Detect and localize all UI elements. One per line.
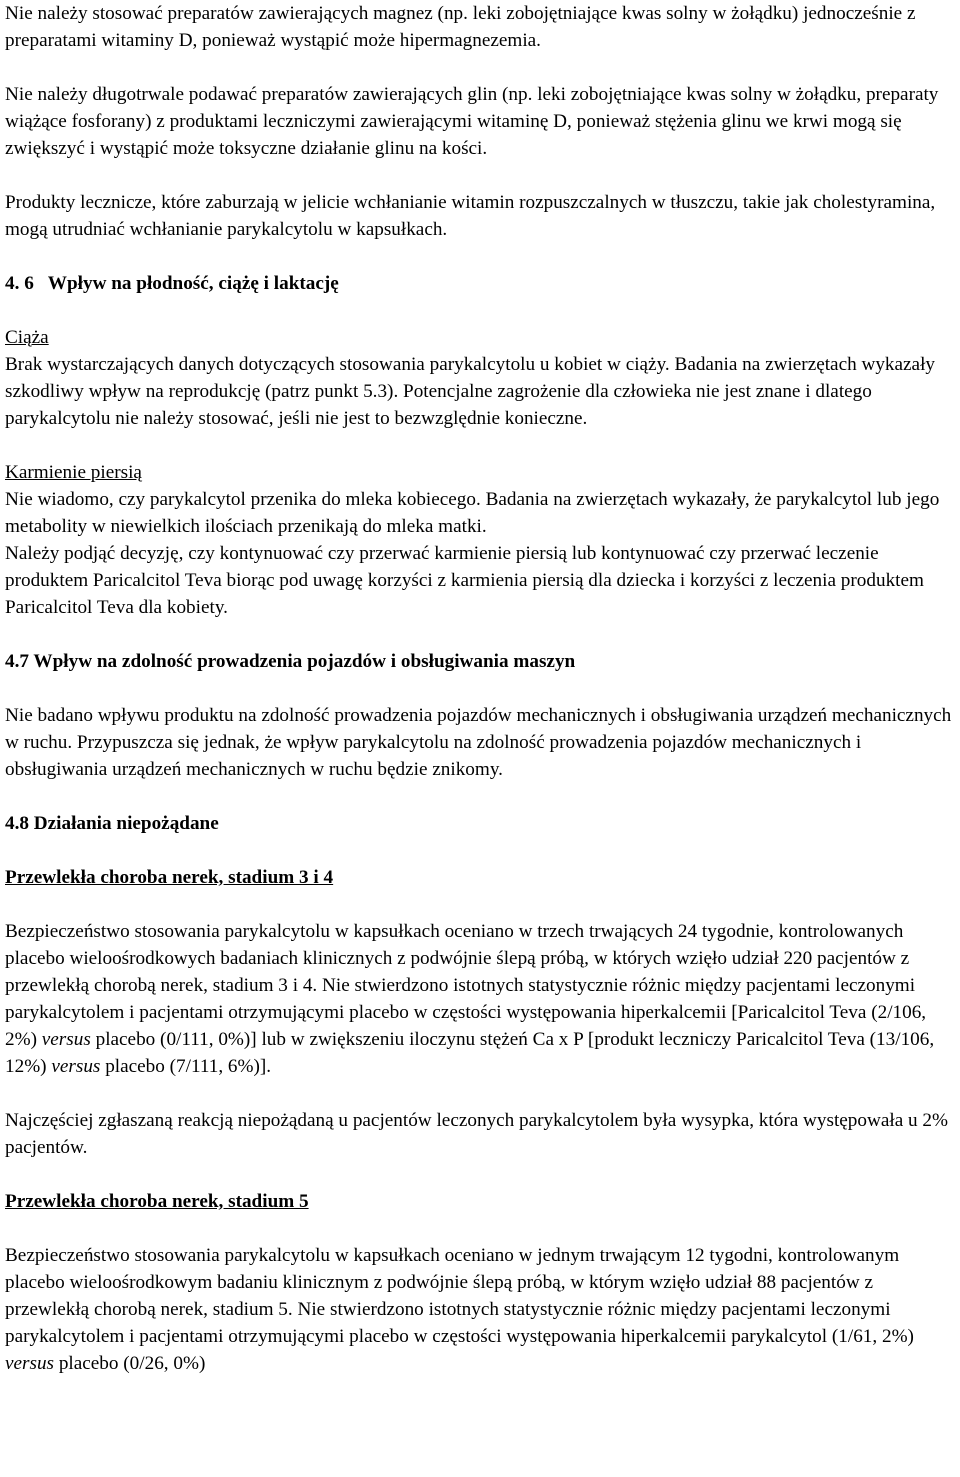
section-4-6-heading [5,270,955,297]
breastfeeding-text-1: Nie wiadomo, czy parykalcytol przenika do mleka kobiecego. Badania na zwierzętach wykazały, że parykalcytol lub jego metabolity w niewielkich ilościach przenikają do mleka matki. [5,489,940,537]
ckd-5-subheading: Przewlekła choroba nerek, stadium 5 [5,1191,309,1212]
document-page [5,0,955,1377]
versus-italic: versus [41,1029,91,1050]
pregnancy-subheading: Ciąża [5,327,49,348]
pregnancy-text: Brak wystarczających danych dotyczących stosowania parykalcytolu u kobiet w ciąży. Badania na zwierzętach wykazały szkodliwy wpływ na reprodukcję (patrz punkt 5.3). Potencjalne zagrożenie dla człowieka nie jest znane i dlatego parykalcytolu nie należy stosować, jeśli nie jest to bezwzględnie konieczne. [5,354,936,429]
ckd-5-text-a: Bezpieczeństwo stosowania parykalcytolu w kapsułkach oceniano w jednym trwającym 12 tygodni, kontrolowanym placebo wieloośrodkowym badaniu klinicznym z podwójnie ślepą próbą, w którym wzięło udział 88 pacjentów z przewlekłą chorobą nerek, stadium 5. Nie stwierdzono istotnych statystycznie różnic między pacjentami leczonymi parykalcytolem i pacjentami otrzymującymi placebo w częstości występowania hiperkalcemii parykalcytol (1/61, 2%) [5,1245,914,1347]
ckd-5-text [5,1242,955,1377]
versus-italic: versus [5,1353,55,1374]
section-4-6-number: 4. 6 [5,273,34,294]
ckd-3-4-text-a: Bezpieczeństwo stosowania parykalcytolu w kapsułkach oceniano w trzech trwających 24 tygodnie, kontrolowanych placebo wieloośrodkowych badaniach klinicznych z podwójnie ślepą próbą, w których wzięło udział 220 pacjentów z przewlekłą chorobą nerek, stadium 3 i 4. Nie stwierdzono istotnych statystycznie różnic między pacjentami leczonymi parykalcytolem i pacjentami otrzymującymi placebo w częstości występowania hiperkalcemii [Paricalcitol Teva (2/106, 2%) [5,921,927,1050]
versus-italic: versus [51,1056,101,1077]
ckd-3-4-text-b: placebo (0/111, 0%)] lub w zwiększeniu iloczynu stężeń Ca x P [produkt leczniczy Paricalcitol Teva (13/106, 12%) [5,1029,935,1077]
paragraph-fat-soluble-vitamins: Produkty lecznicze, które zaburzają w jelicie wchłanianie witamin rozpuszczalnych w tłuszczu, takie jak cholestyramina, mogą utrudniać wchłanianie parykalcytolu w kapsułkach. [5,192,936,240]
section-4-8-heading: 4.8 Działania niepożądane [5,813,219,834]
breastfeeding-text-2: Należy podjąć decyzję, czy kontynuować czy przerwać karmienie piersią lub kontynuować czy przerwać leczenie produktem Paricalcitol Teva biorąc pod uwagę korzyści z karmienia piersią dla dziecka i korzyści z leczenia produktem Paricalcitol Teva dla kobiety. [5,543,924,618]
section-4-7-text: Nie badano wpływu produktu na zdolność prowadzenia pojazdów mechanicznych i obsługiwania urządzeń mechanicznych w ruchu. Przypuszcza się jednak, że wpływ parykalcytolu na zdolność prowadzenia pojazdów mechanicznych i obsługiwania urządzeń mechanicznych w ruchu będzie znikomy. [5,705,952,780]
section-4-6-title: Wpływ na płodność, ciążę i laktację [47,273,339,294]
ckd-5-text-b: placebo (0/26, 0%) [58,1353,206,1374]
paragraph-aluminium: Nie należy długotrwale podawać preparatów zawierających glin (np. leki zobojętniające kwas solny w żołądku, preparaty wiążące fosforany) z produktami leczniczymi zawierającymi witaminę D, ponieważ stężenia glinu we krwi mogą się zwiększyć i wystąpić może toksyczne działanie glinu na kości. [5,84,939,159]
ckd-3-4-text-2: Najczęściej zgłaszaną reakcją niepożądaną u pacjentów leczonych parykalcytolem była wysypka, która występowała u 2% pacjentów. [5,1110,948,1158]
ckd-3-4-text [5,918,955,1080]
ckd-3-4-text-c: placebo (7/111, 6%)]. [105,1056,272,1077]
section-4-7-heading: 4.7 Wpływ na zdolność prowadzenia pojazdów i obsługiwania maszyn [5,651,576,672]
breastfeeding-subheading: Karmienie piersią [5,462,142,483]
ckd-3-4-subheading: Przewlekła choroba nerek, stadium 3 i 4 [5,867,334,888]
paragraph-magnesium: Nie należy stosować preparatów zawierających magnez (np. leki zobojętniające kwas solny w żołądku) jednocześnie z preparatami witaminy D, ponieważ wystąpić może hipermagnezemia. [5,3,916,51]
